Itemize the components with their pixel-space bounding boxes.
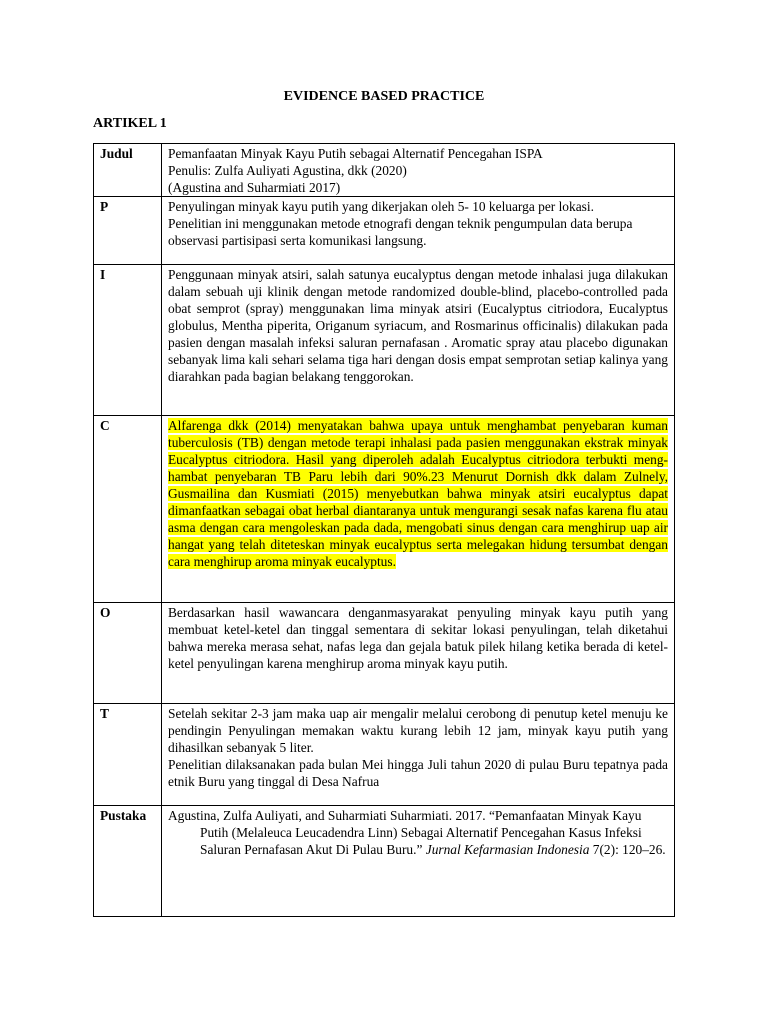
i-cell: Penggunaan minyak atsiri, salah satunya eucalyptus dengan metode inhalasi juga dilakukan dalam sebuah uji klinik dengan metode randomized double-blind, placebo-controlled pada obat semprot (spray) menggunakan lima minyak atsiri (Eucalyptus citriodora, Eucalyptus globulus, Mentha piperita, Origanum syriacum, and Rosmarinus officinalis) dilakukan pada pasien dengan masalah infeksi saluran pernafasan . Aromatic spray atau placebo digunakan sebanyak lima kali sehari selama tiga hari dengan dosis empat semprotan setiap kalinya yang diarahkan pada bagian belakang tenggorokan. bbox=[162, 265, 675, 416]
table-row-p bbox=[94, 197, 675, 265]
row-label-judul: Judul bbox=[94, 144, 162, 197]
t-text-2: Penelitian dilaksanakan pada bulan Mei hingga Juli tahun 2020 di pulau Buru tepatnya pada etnik Buru yang tinggal di Desa Nafrua bbox=[168, 757, 668, 789]
c-cell bbox=[162, 416, 675, 603]
row-label-t: T bbox=[94, 704, 162, 806]
reference-entry bbox=[168, 807, 668, 858]
t-text-1: Setelah sekitar 2-3 jam maka uap air mengalir melalui cerobong di penutup ketel menuju ke pendingin Penyulingan memakan waktu kurang lebih 12 jam, minyak kayu putih yang dihasilkan sebanyak 5 liter. bbox=[168, 706, 668, 755]
article-heading: ARTIKEL 1 bbox=[93, 116, 167, 131]
reference-tail: 7(2): 120–26. bbox=[589, 842, 666, 857]
document-title: EVIDENCE BASED PRACTICE bbox=[283, 89, 485, 104]
judul-citation: (Agustina and Suharmiati 2017) bbox=[168, 180, 341, 195]
table-row-o bbox=[94, 603, 675, 704]
table-row-t bbox=[94, 704, 675, 806]
pustaka-cell bbox=[162, 806, 675, 917]
p-text-2: Penelitian ini menggunakan metode etnografi dengan teknik pengumpulan data berupa observasi partisipasi serta komunikasi langsung. bbox=[168, 216, 633, 248]
row-label-c: C bbox=[94, 416, 162, 603]
table-row-i bbox=[94, 265, 675, 416]
p-text-1: Penyulingan minyak kayu putih yang dikerjakan oleh 5- 10 keluarga per lokasi. bbox=[168, 199, 594, 214]
o-cell: Berdasarkan hasil wawancara denganmasyarakat penyuling minyak kayu putih yang membuat ketel-ketel dan tinggal sementara di sekitar lokasi penyulingan, telah diketahui bahwa mereka merasa sehat, nafas lega dan gejala batuk pilek hilang ketika berada di ketel-ketel penyulingan karena menghirup aroma minyak kayu putih. bbox=[162, 603, 675, 704]
row-label-o: O bbox=[94, 603, 162, 704]
judul-cell bbox=[162, 144, 675, 197]
p-cell bbox=[162, 197, 675, 265]
row-label-pustaka: Pustaka bbox=[94, 806, 162, 917]
row-label-i: I bbox=[94, 265, 162, 416]
judul-title: Pemanfaatan Minyak Kayu Putih sebagai Alternatif Pencegahan ISPA bbox=[168, 146, 543, 161]
t-cell bbox=[162, 704, 675, 806]
table-row-judul bbox=[94, 144, 675, 197]
row-label-p: P bbox=[94, 197, 162, 265]
table-row-c bbox=[94, 416, 675, 603]
evidence-table bbox=[93, 143, 675, 917]
c-highlighted-text: Alfarenga dkk (2014) menyatakan bahwa upaya untuk menghambat penyebaran kuman tuberculosis (TB) dengan metode terapi inhalasi pada pasien menggunakan ekstrak minyak Eucalyptus citriodora. Hasil yang diperoleh adalah Eucalyptus citriodora terbukti meng- hambat penyebaran TB Paru lebih dari 90%.23 Menurut Dornish dkk dalam Zulnely, Gusmailina dan Kusmiati (2015) menyebutkan bahwa minyak atsiri eucalyptus dapat dimanfaatkan sebagai obat herbal diantaranya untuk mengurangi sesak nafas karena flu atau asma dengan cara mengoleskan pada dada, mengobati sinus dengan cara menghirup uap air hangat yang telah diteteskan minyak eucalyptus serta melegakan hidung tersumbat dengan cara menghirup aroma minyak eucalyptus. bbox=[168, 418, 668, 569]
table-row-pustaka bbox=[94, 806, 675, 917]
reference-journal: Jurnal Kefarmasian Indonesia bbox=[425, 842, 590, 857]
reference-main: Agustina, Zulfa Auliyati, and Suharmiati Suharmiati. 2017. “Pemanfaatan Minyak Kayu Putih (Melaleuca Leucadendra Linn) Sebagai Alternatif Pencegahan Kasus Infeksi Saluran Pernafasan Akut Di Pulau Buru.” bbox=[168, 808, 642, 857]
judul-author: Penulis: Zulfa Auliyati Agustina, dkk (2020) bbox=[168, 163, 407, 178]
